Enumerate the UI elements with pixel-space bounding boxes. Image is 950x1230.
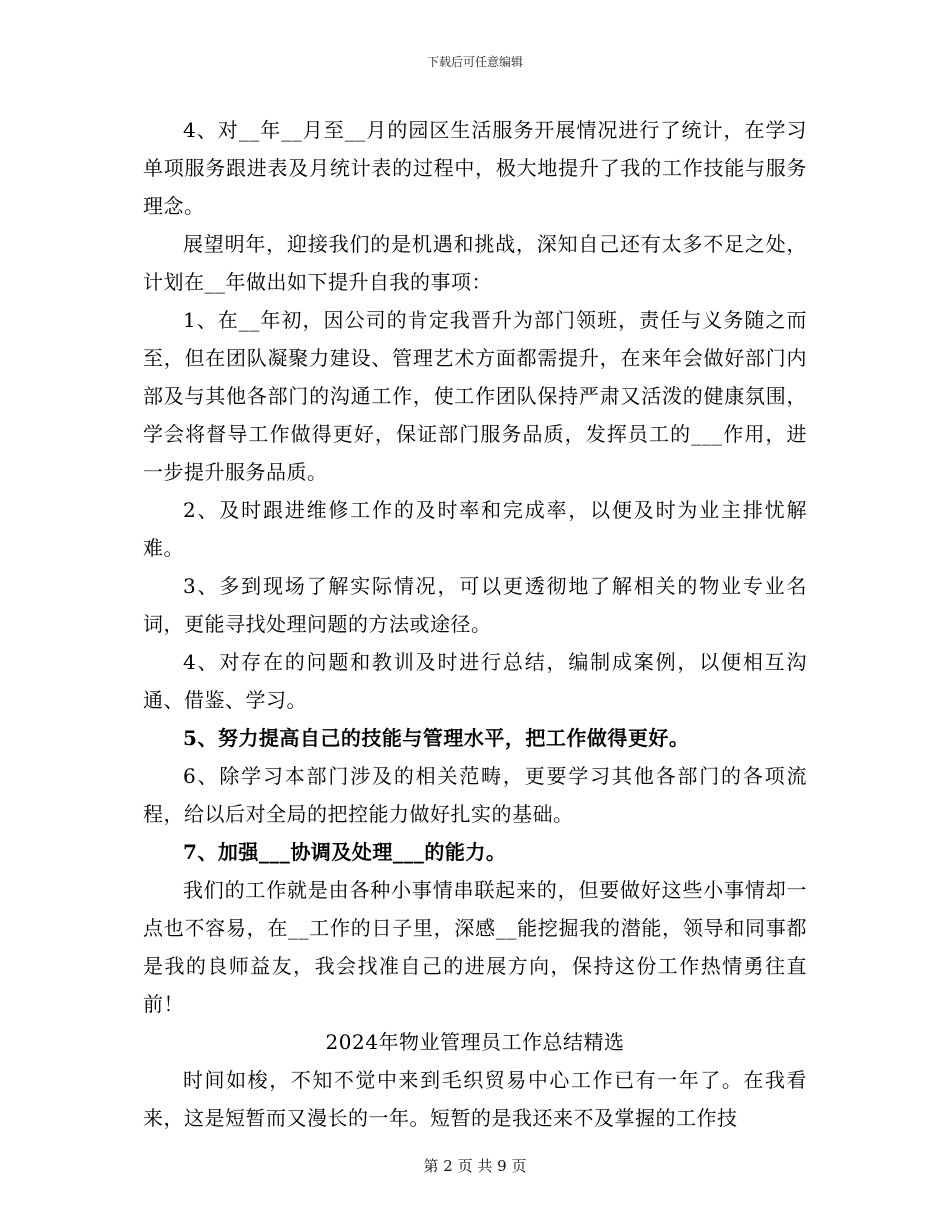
paragraph-plan-2: 2、及时跟进维修工作的及时率和完成率，以便及时为业主排忧解难。 xyxy=(143,498,807,560)
paragraph-section-intro: 时间如梭，不知不觉中来到毛织贸易中心工作已有一年了。在我看来，这是短暂而又漫长的一年。短暂的是我还来不及掌握的工作技 xyxy=(143,1068,807,1130)
paragraph-plan-5: 5、努力提高自己的技能与管理水平，把工作做得更好。 xyxy=(183,726,690,750)
paragraph-plan-7: 7、加强___协调及处理___的能力。 xyxy=(183,840,507,864)
document-body xyxy=(143,111,807,1137)
section-title: 2024年物业管理员工作总结精选 xyxy=(325,1030,625,1054)
paragraph-item4-statistics: 4、对__年__月至__月的园区生活服务开展情况进行了统计，在学习单项服务跟进表及月统计表的过程中，极大地提升了我的工作技能与服务理念。 xyxy=(143,118,807,218)
paragraph-plan-4: 4、对存在的问题和教训及时进行总结，编制成案例，以便相互沟通、借鉴、学习。 xyxy=(143,650,807,712)
paragraph-plan-6: 6、除学习本部门涉及的相关范畴，更要学习其他各部门的各项流程，给以后对全局的把控能力做好扎实的基础。 xyxy=(143,764,807,826)
page-number: 第 2 页 共 9 页 xyxy=(423,1157,527,1175)
paragraph-outlook: 展望明年，迎接我们的是机遇和挑战，深知自己还有太多不足之处，计划在__年做出如下提升自我的事项： xyxy=(143,232,807,294)
page-header: 下载后可任意编辑 xyxy=(426,55,523,69)
paragraph-plan-3: 3、多到现场了解实际情况，可以更透彻地了解相关的物业专业名词，更能寻找处理问题的方法或途径。 xyxy=(143,574,807,636)
paragraph-conclusion: 我们的工作就是由各种小事情串联起来的，但要做好这些小事情却一点也不容易，在__工作的日子里，深感__能挖掘我的潜能，领导和同事都是我的良师益友，我会找准自己的进展方向，保持这份工作热情勇往直前！ xyxy=(143,878,807,1016)
paragraph-plan-1: 1、在__年初，因公司的肯定我晋升为部门领班，责任与义务随之而至，但在团队凝聚力建设、管理艺术方面都需提升，在来年会做好部门内部及与其他各部门的沟通工作，使工作团队保持严肃又活泼的健康氛围，学会将督导工作做得更好，保证部门服务品质，发挥员工的___作用，进一步提升服务品质。 xyxy=(143,308,807,484)
